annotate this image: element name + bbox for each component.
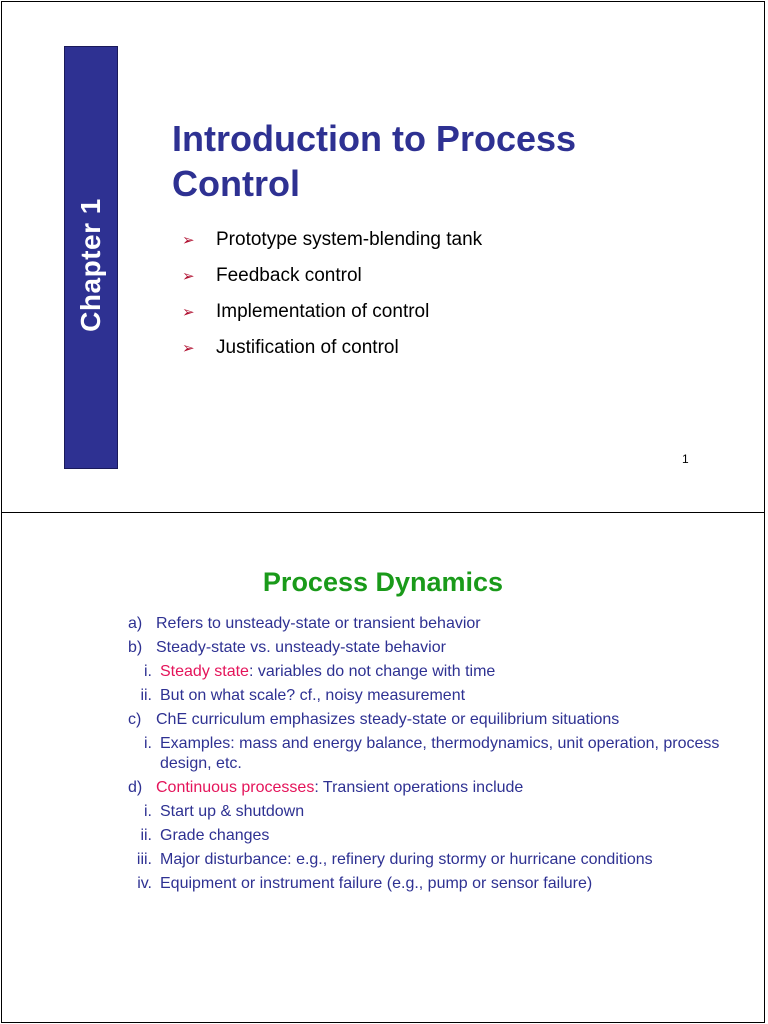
outline-subitem (128, 686, 728, 706)
item-text-rest: : Transient operations include (314, 779, 524, 796)
topic-item (182, 258, 482, 294)
item-text: Grade changes (160, 827, 270, 844)
arrow-bullet-icon: ➢ (182, 268, 195, 285)
item-text: ChE curriculum emphasizes steady-state or equilibrium situations (156, 711, 620, 728)
item-marker: b) (128, 639, 143, 656)
arrow-bullet-icon: ➢ (182, 304, 195, 321)
slide-2 (1, 512, 765, 1023)
outline-item (128, 638, 728, 658)
item-text: Major disturbance: e.g., refinery during stormy or hurricane conditions (160, 851, 653, 868)
highlight-term: Steady state (160, 663, 249, 680)
outline-subitem (128, 850, 728, 870)
topic-text: Prototype system-blending tank (216, 229, 483, 250)
item-marker: iv. (137, 875, 152, 892)
outline-item (128, 614, 728, 634)
topic-list (182, 222, 482, 366)
item-text (160, 662, 728, 682)
arrow-bullet-icon: ➢ (182, 340, 195, 357)
outline-subitem (128, 662, 728, 682)
arrow-bullet-icon: ➢ (182, 232, 195, 249)
topic-item (182, 294, 482, 330)
item-text: Start up & shutdown (160, 803, 305, 820)
topic-text: Justification of control (216, 337, 399, 358)
item-text-rest: : variables do not change with time (248, 663, 496, 680)
outline-list (128, 614, 728, 898)
page-number: 1 (682, 452, 689, 466)
slide-title: Process Dynamics (262, 567, 504, 597)
item-marker: d) (128, 779, 143, 796)
outline-item (128, 778, 728, 798)
topic-text: Implementation of control (216, 301, 430, 322)
outline-subitem (128, 802, 728, 822)
item-text: Steady-state vs. unsteady-state behavior (156, 639, 446, 656)
chapter-label: Chapter 1 (75, 198, 106, 332)
slide-1 (1, 1, 765, 513)
item-text (156, 778, 728, 798)
item-marker: ii. (140, 687, 152, 704)
outline-subitem (128, 734, 728, 774)
chapter-sidebar (64, 46, 118, 469)
item-marker: iii. (136, 851, 152, 868)
topic-text: Feedback control (216, 265, 362, 286)
topic-item (182, 330, 482, 366)
item-text: Examples: mass and energy balance, thermodynamics, unit operation, process design, etc. (160, 735, 720, 772)
item-marker: i. (144, 803, 152, 820)
item-marker: i. (144, 735, 152, 752)
item-text: Refers to unsteady-state or transient behavior (156, 615, 481, 632)
outline-item (128, 710, 728, 730)
topic-item (182, 222, 482, 258)
item-text: But on what scale? cf., noisy measurement (160, 687, 466, 704)
item-text: Equipment or instrument failure (e.g., pump or sensor failure) (160, 875, 593, 892)
item-marker: ii. (140, 827, 152, 844)
slide-title: Introduction to Process Control (172, 118, 577, 204)
item-marker: c) (128, 711, 142, 728)
outline-subitem (128, 874, 728, 894)
item-marker: a) (128, 615, 143, 632)
outline-subitem (128, 826, 728, 846)
highlight-term: Continuous processes (156, 779, 315, 796)
item-marker: i. (144, 663, 152, 680)
